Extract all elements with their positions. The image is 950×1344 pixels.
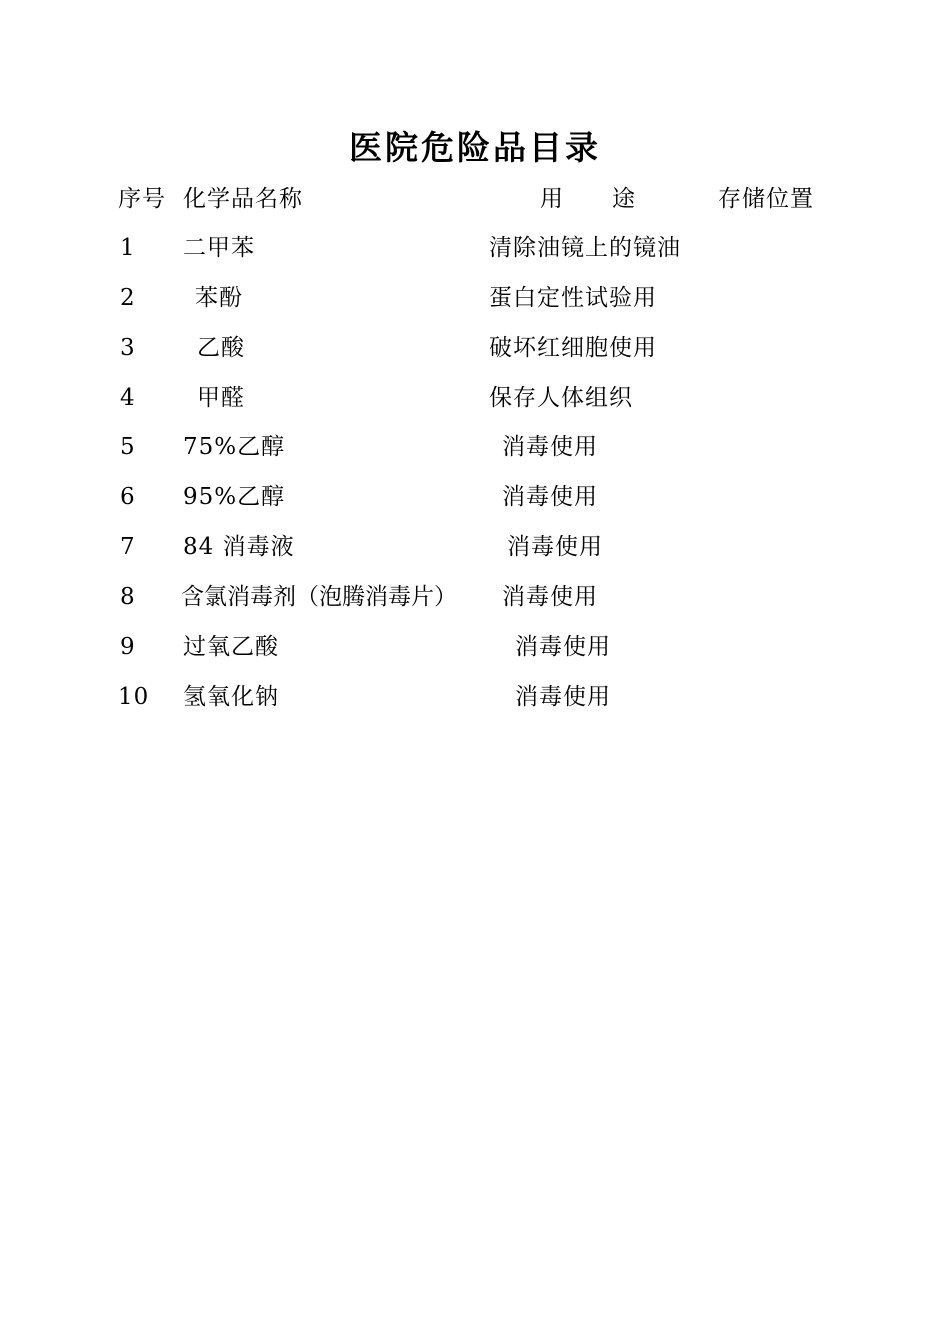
row-name: 95%乙醇 [183, 484, 286, 510]
row-use: 保存人体组织 [489, 385, 633, 411]
row-seq: 1 [120, 235, 136, 261]
row-seq: 10 [118, 684, 150, 710]
row-seq: 7 [120, 534, 136, 560]
row-use: 蛋白定性试验用 [489, 285, 657, 311]
header-use: 用 途 [540, 186, 636, 212]
row-name: 含氯消毒剂（泡腾消毒片） [181, 584, 457, 610]
row-name: 过氧乙酸 [183, 634, 279, 660]
header-storage: 存储位置 [718, 186, 814, 212]
row-name: 乙酸 [197, 335, 245, 361]
header-name: 化学品名称 [183, 186, 303, 212]
row-use: 消毒使用 [502, 484, 598, 510]
row-seq: 9 [120, 634, 136, 660]
row-seq: 2 [120, 285, 136, 311]
row-seq: 6 [120, 484, 136, 510]
row-name: 75%乙醇 [183, 434, 286, 460]
row-seq: 3 [120, 335, 136, 361]
row-use: 清除油镜上的镜油 [489, 235, 681, 261]
row-name: 甲醛 [197, 385, 245, 411]
header-seq: 序号 [118, 186, 166, 212]
row-use: 消毒使用 [502, 584, 598, 610]
row-name: 二甲苯 [183, 235, 255, 261]
page-title: 医院危险品目录 [349, 128, 601, 167]
row-use: 消毒使用 [507, 534, 603, 560]
row-name: 苯酚 [195, 285, 243, 311]
row-name: 氢氧化钠 [183, 684, 279, 710]
row-seq: 8 [120, 584, 136, 610]
row-use: 消毒使用 [502, 434, 598, 460]
row-use: 破坏红细胞使用 [489, 335, 657, 361]
row-use: 消毒使用 [515, 634, 611, 660]
row-seq: 4 [120, 385, 136, 411]
row-name: 84 消毒液 [183, 534, 295, 560]
row-use: 消毒使用 [515, 684, 611, 710]
row-seq: 5 [120, 434, 136, 460]
